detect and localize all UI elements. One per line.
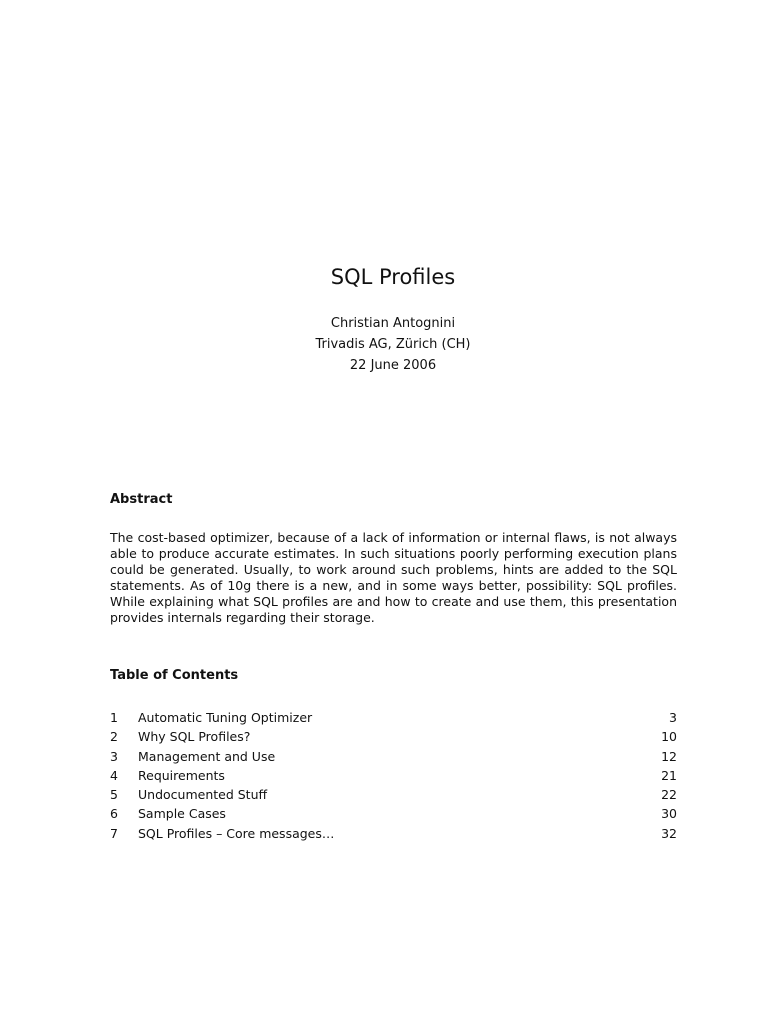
toc-entry bbox=[110, 804, 677, 823]
toc-entry-page: 30 bbox=[661, 806, 677, 822]
table-of-contents bbox=[110, 708, 677, 843]
toc-entry bbox=[110, 747, 677, 766]
document-title: SQL Profiles bbox=[330, 265, 456, 289]
toc-entry-title: Sample Cases bbox=[138, 806, 226, 822]
toc-entry-number: 6 bbox=[110, 806, 118, 822]
toc-entry bbox=[110, 785, 677, 804]
toc-entry-title: Undocumented Stuff bbox=[138, 787, 268, 803]
toc-entry bbox=[110, 708, 677, 727]
abstract-heading: Abstract bbox=[110, 492, 173, 507]
toc-entry-number: 2 bbox=[110, 729, 118, 745]
toc-entry-number: 5 bbox=[110, 787, 118, 803]
toc-entry-page: 3 bbox=[669, 710, 677, 725]
toc-entry bbox=[110, 766, 677, 785]
toc-entry-title: Why SQL Profiles? bbox=[138, 729, 251, 745]
toc-entry-title: Management and Use bbox=[138, 748, 276, 764]
toc-entry-title: SQL Profiles – Core messages… bbox=[138, 825, 335, 841]
toc-entry-page: 21 bbox=[661, 767, 677, 783]
toc-entry bbox=[110, 727, 677, 746]
toc-entry-number: 1 bbox=[110, 710, 118, 725]
toc-entry-number: 4 bbox=[110, 767, 118, 783]
toc-entry-title: Requirements bbox=[138, 767, 225, 783]
toc-entry-page: 10 bbox=[661, 729, 677, 745]
toc-entry-page: 12 bbox=[661, 748, 677, 764]
author: Christian Antognini bbox=[330, 316, 456, 331]
toc-heading: Table of Contents bbox=[110, 668, 239, 683]
document-date: 22 June 2006 bbox=[349, 358, 437, 373]
toc-entry-title: Automatic Tuning Optimizer bbox=[138, 710, 313, 725]
document-meta bbox=[0, 313, 768, 376]
toc-entry bbox=[110, 824, 677, 843]
affiliation: Trivadis AG, Zürich (CH) bbox=[315, 337, 471, 352]
toc-entry-page: 32 bbox=[661, 825, 677, 841]
abstract-text: The cost-based optimizer, because of a lack of information or internal flaws, is not always able to produce accurate estimates. In such situations poorly performing execution plans could be generated. Usually, to work around such problems, hints are added to the SQL statements. As of 10g there is a new, and in some ways better, possibility: SQL profiles. While explaining what SQL profiles are and how to create and use them, this presentation provides internals regarding their storage. bbox=[110, 530, 677, 625]
toc-entry-number: 3 bbox=[110, 748, 118, 764]
toc-entry-page: 22 bbox=[661, 787, 677, 803]
toc-entry-number: 7 bbox=[110, 825, 118, 841]
